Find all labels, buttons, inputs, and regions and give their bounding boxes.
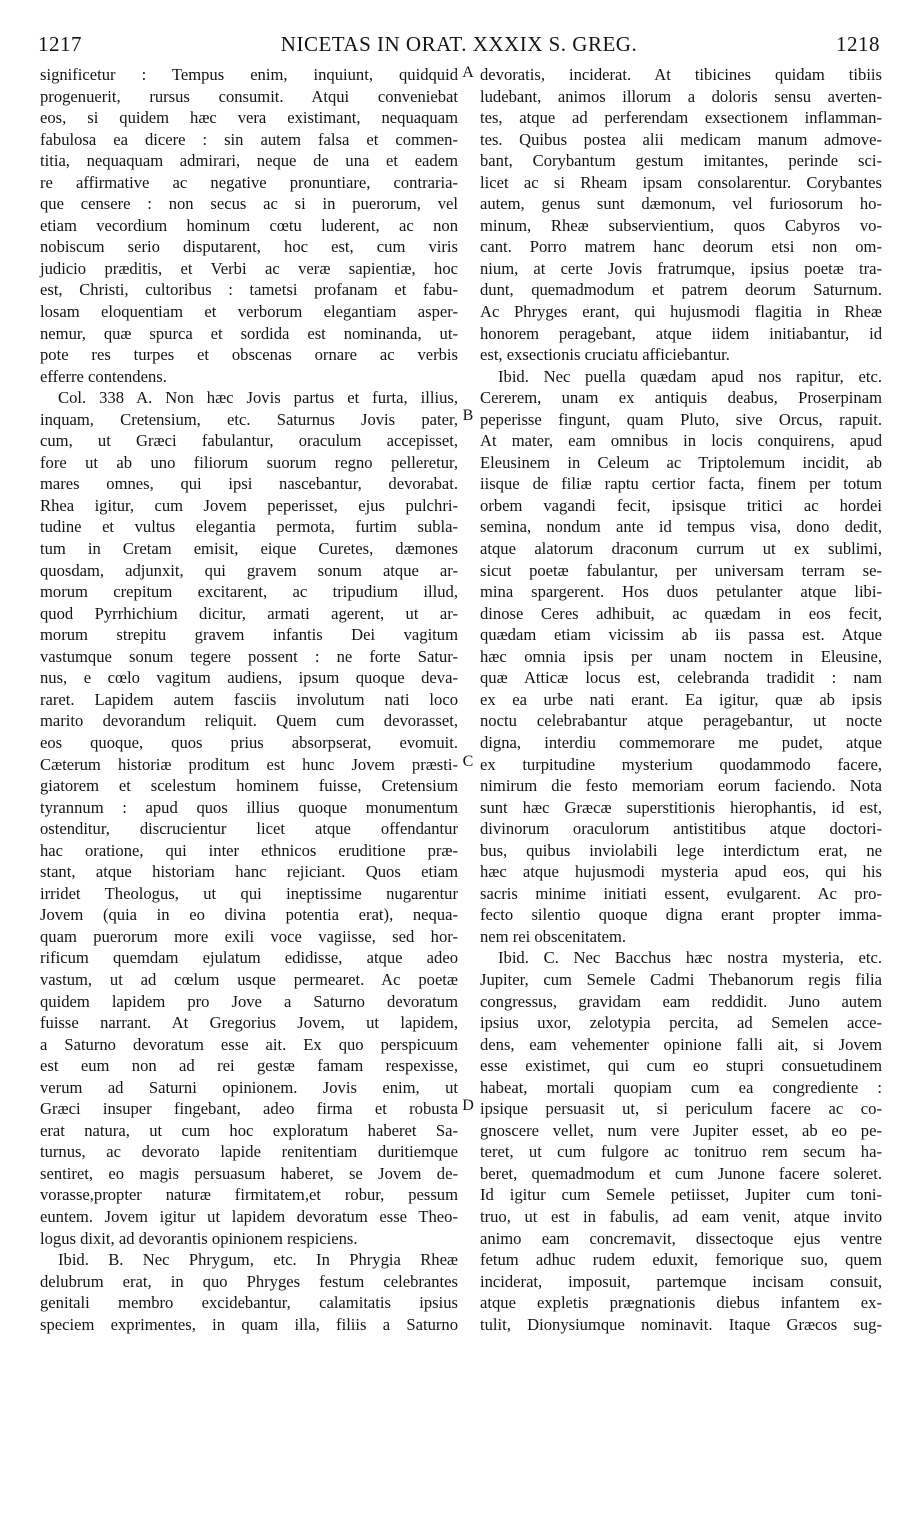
text-line: habeat, mortali quopiam cum ea congrediente : <box>480 1077 882 1097</box>
text-line: turnus, ac devorato lapide renitentiam duritiemque <box>40 1142 458 1162</box>
text-line: significetur : Tempus enim, inquiunt, quidquid <box>40 65 458 84</box>
text-line: fore ut ab uno filiorum suorum regno pelleretur, <box>40 452 458 472</box>
text-line: teret, ut cum fulgore ac tonitruo rem secum ha- <box>480 1142 882 1162</box>
text-line: quam puerorum more exili voce vagiisse, sed hor- <box>40 926 458 946</box>
text-line: congressus, gravidam eam reddidit. Juno autem <box>480 991 882 1011</box>
section-marker: C <box>462 753 474 770</box>
text-line: que censere : non secus ac si in puerorum, vel <box>40 194 458 214</box>
text-line: est, Christi, cultoribus : tametsi profanam et fabu- <box>40 280 458 300</box>
text-line: ludebant, animos illorum a doloris sensu averten- <box>480 86 882 106</box>
text-line: fuisse narrant. At Gregorius Jovem, ut lapidem, <box>40 1013 458 1033</box>
text-line: orbem vagandi fecit, ipsisque tritici ac hordei <box>480 495 882 515</box>
text-line: fabulosa ea dicere : sin autem falsa et commen- <box>40 129 458 149</box>
text-line: vastumque sonum tegere possent : ne forte Satur- <box>40 646 458 666</box>
text-line: animo eam concremavit, dissectoque ejus ventre <box>480 1228 882 1248</box>
text-line: mares omnes, qui ipsi nascebantur, devorabat. <box>40 474 458 494</box>
text-line: tulit, Dionysiumque nominavit. Itaque Græcos sug- <box>480 1314 882 1334</box>
section-marker: B <box>462 407 474 424</box>
text-line: Col. 338 A. Non hæc Jovis partus et furta, illius, <box>58 388 458 408</box>
text-line: Ibid. B. Nec Phrygum, etc. In Phrygia Rheæ <box>58 1250 458 1270</box>
text-line: tyrannum : apud quos illius quoque monumentum <box>40 797 458 817</box>
text-line: quidem lapidem pro Jove a Saturno devoratum <box>40 991 458 1011</box>
text-line: digna, interdiu commemorare me pudet, atque <box>480 732 882 752</box>
text-line: vastum, ut ad cœlum usque permearet. Ac poetæ <box>40 969 458 989</box>
text-line: Cæterum historiæ proditum est hunc Jovem præsti- <box>40 754 458 774</box>
text-line: quædam etiam vicissim ab iis passa est. Atque <box>480 625 882 645</box>
text-line: truo, ut est in fabulis, ad eam venit, atque invito <box>480 1206 882 1226</box>
text-line: tes, atque ad perferendam exsectionem inflamman- <box>480 108 882 128</box>
text-line: nobiscum serio disputarent, hoc est, cum viris <box>40 237 458 257</box>
text-line: tum in Cretam emisit, eique Curetes, dæmones <box>40 539 458 559</box>
text-line: ex turpitudine mysterium quodammodo facere, <box>480 754 882 774</box>
text-line: ipsius uxor, zelotypia percita, ad Semelen acce- <box>480 1013 882 1033</box>
text-line: atque alatorum draconum currum ut ex sublimi, <box>480 539 882 559</box>
text-line: giatorem et scelestum hominem fuisse, Cretensium <box>40 776 458 796</box>
text-line: beret, quemadmodum et cum Junone facere soleret. <box>480 1163 882 1183</box>
text-line: nimirum die festo memoriam eorum faciendo. Nota <box>480 776 882 796</box>
text-line: dunt, quemadmodum et patrem deorum Saturnum. <box>480 280 882 300</box>
text-line: ipsique persuasit ut, si periculum facere ac co- <box>480 1099 882 1119</box>
text-line: fecto silentio quoque digna erant propter imma- <box>480 905 882 925</box>
text-line: losam eloquentiam et verborum elegantiam asper- <box>40 302 458 322</box>
text-line: devoratis, inciderat. At tibicines quidam tibiis <box>480 65 882 84</box>
text-line: judicio præditis, et Verbi ac veræ sapientiæ, hoc <box>40 258 458 278</box>
text-line: esse existimet, qui cum eo stupri consuetudinem <box>480 1056 882 1076</box>
text-line: nium, at certe Jovis fratrumque, ipsius poetæ tra- <box>480 258 882 278</box>
text-line: morum strepitu gravem infantis Dei vagitum <box>40 625 458 645</box>
text-line: honorem peragebant, atque iidem initiabantur, id <box>480 323 882 343</box>
text-line: titia, nequaquam admirari, neque de una et eadem <box>40 151 458 171</box>
running-title: NICETAS IN ORAT. XXXIX S. GREG. <box>280 32 638 56</box>
text-line: Jovem (quia in eo divina potentia erat), nequa- <box>40 905 458 925</box>
text-line: dinose Ceres adhibuit, ac quædam in eos fecit, <box>480 603 882 623</box>
text-line: Cererem, unam ex antiquis deabus, Proserpinam <box>480 388 882 408</box>
text-line: bus, quibus inviolabili lege interdictum erat, ne <box>480 840 882 860</box>
text-line: sacris minime initiati essent, evulgarent. Ac pro- <box>480 883 882 903</box>
text-line: Ibid. Nec puella quædam apud nos rapitur, etc. <box>498 366 882 386</box>
text-line: atque expletis prægnationis diebus infantem ex- <box>480 1293 882 1313</box>
text-line: mina spargerent. Hos duos petulanter atque libi- <box>480 582 882 602</box>
text-line: autem, genus sunt dæmonum, vel furiosorum ho- <box>480 194 882 214</box>
text-line: delubrum erat, in quo Phryges festum celebrantes <box>40 1271 458 1291</box>
text-line: licet ac si Rheam ipsam consolarentur. Corybantes <box>480 172 882 192</box>
text-line: rificum quemdam ejulatum edidisse, atque adeo <box>40 948 458 968</box>
text-line: tes. Quibus postea alii medicam manum admove- <box>480 129 882 149</box>
text-line: Rhea igitur, cum Jovem peperisset, ejus pulchri- <box>40 495 458 515</box>
left-text-column <box>40 64 458 1335</box>
text-line: ex ea urbe nati erant. Ea igitur, quæ ab ipsis <box>480 689 882 709</box>
text-line: noctu celebrabantur atque peragebantur, ut nocte <box>480 711 882 731</box>
text-line: hæc atque hujusmodi mysteria apud eos, qui his <box>480 862 882 882</box>
text-line: re affirmative ac negative pronuntiare, contraria- <box>40 172 458 192</box>
text-line: inciderat, imposuit, partemque incisam consuit, <box>480 1271 882 1291</box>
text-line: sunt hæc Græcæ superstitionis hierophantis, id est, <box>480 797 882 817</box>
text-line: Ibid. C. Nec Bacchus hæc nostra mysteria, etc. <box>498 948 882 968</box>
text-line: nem rei obscenitatem. <box>480 926 627 946</box>
text-line: marito devorandum reliquit. Quem cum devorasset, <box>40 711 458 731</box>
text-line: vorasse,propter naturæ firmitatem,et robur, pessum <box>40 1185 458 1205</box>
text-line: pote res turpes et obscenas ornare ac verbis <box>40 345 458 365</box>
text-line: Eleusinem in Celeum ac Triptolemum incidit, ab <box>480 452 882 472</box>
text-line: bant, Corybantum gestum imitantes, perinde sci- <box>480 151 882 171</box>
text-line: divinorum oraculorum antistitibus atque doctori- <box>480 819 882 839</box>
text-line: ostenditur, discrucientur licet atque offendantur <box>40 819 458 839</box>
text-line: euntem. Jovem igitur ut lapidem devoratum esse Theo- <box>40 1206 458 1226</box>
text-line: verum ad Saturni opinionem. Jovis enim, ut <box>40 1077 458 1097</box>
text-line: irridet Theologus, ut qui ineptissime nugarentur <box>40 883 458 903</box>
text-line: nemur, quæ spurca et sordida est nominanda, ut- <box>40 323 458 343</box>
text-line: semina, nondum ante id tempus visa, dono dedit, <box>480 517 882 537</box>
text-line: raret. Lapidem autem fasciis involutum nati loco <box>40 689 458 709</box>
text-line: dens, eam vehementer opinione falli ait, si Jovem <box>480 1034 882 1054</box>
text-line: speciem exprimentes, in quam illa, filiis a Saturno <box>40 1314 458 1334</box>
text-line: Jupiter, cum Semele Cadmi Thebanorum regis filia <box>480 969 882 989</box>
text-line: hac oratione, qui inter ethnicos eruditione præ- <box>40 840 458 860</box>
text-line: progenuerit, rursus consumit. Atqui conveniebat <box>40 86 458 106</box>
text-line: etiam vecordium hominum cœtu luderent, ac non <box>40 215 458 235</box>
text-line: At mater, eam omnibus in locis conquirens, apud <box>480 431 882 451</box>
text-line: erat natura, ut cum hoc exploratum haberet Sa- <box>40 1120 458 1140</box>
text-line: morum crepitum excitarent, ac tripudium illud, <box>40 582 458 602</box>
text-line: sicut poetæ fabulantur, per universam terram se- <box>480 560 882 580</box>
text-line: est, exsectionis cruciatu afficiebantur. <box>480 345 730 365</box>
text-line: cum, ut Græci fabulantur, oraculum accepisset, <box>40 431 458 451</box>
text-line: hæc omnia ipsis per unam noctem in Eleusine, <box>480 646 882 666</box>
text-line: cant. Porro matrem hanc deorum etsi non om- <box>480 237 882 257</box>
text-line: eos, si quidem hæc vera existimant, nequaquam <box>40 108 458 128</box>
text-line: minum, Rheæ subservientium, quos Cabyros vo- <box>480 215 882 235</box>
page-number-right: 1218 <box>836 32 880 56</box>
text-line: inquam, Cretensium, etc. Saturnus Jovis pater, <box>40 409 458 429</box>
text-line: quod Pyrrhichium dicitur, armati agerent, ut ar- <box>40 603 458 623</box>
text-line: quæ Atticæ locus est, celebranda tradidit : nam <box>480 668 882 688</box>
text-line: fetum adhuc rudem eduxit, femorique suo, quem <box>480 1250 882 1270</box>
text-line: tudine et vultus elegantia permota, furtim subla- <box>40 517 458 537</box>
text-line: Id igitur cum Semele petiisset, Jupiter cum toni- <box>480 1185 882 1205</box>
text-line: sentiret, eo magis persuasum haberet, se Jovem de- <box>40 1163 458 1183</box>
text-line: a Saturno devoratum esse ait. Ex quo perspicuum <box>40 1034 458 1054</box>
text-line: nus, e cœlo vagitum audiens, ipsum quoque deva- <box>40 668 458 688</box>
page-number-left: 1217 <box>38 32 82 56</box>
text-line: est eum non ad rei gestæ famam respexisse, <box>40 1056 458 1076</box>
text-line: quosdam, adjunxit, qui gravem sonum atque ar- <box>40 560 458 580</box>
section-marker: D <box>462 1097 474 1114</box>
text-line: gnoscere vellet, num vere Jupiter esset, ab eo pe- <box>480 1120 882 1140</box>
running-header <box>38 24 880 64</box>
text-line: efferre contendens. <box>40 366 167 386</box>
text-line: genitali membro excidebantur, calamitatis ipsius <box>40 1293 458 1313</box>
text-line: peperisse fingunt, quam Pluto, sive Orcus, rapuit. <box>480 409 882 429</box>
text-line: Græci insuper fingebant, adeo firma et robusta <box>40 1099 458 1119</box>
text-line: logus dixit, ad devorantis opinionem respiciens. <box>40 1228 358 1248</box>
text-line: eos quoque, quos prius absorpserat, evomuit. <box>40 732 458 752</box>
section-marker: A <box>462 64 474 81</box>
right-text-column <box>480 64 882 1335</box>
text-line: Ac Phryges erant, qui hujusmodi flagitia in Rheæ <box>480 302 882 322</box>
text-line: stant, atque historiam hanc rejiciant. Quos etiam <box>40 862 458 882</box>
text-line: iisque de filiæ raptu certior facta, finem per totum <box>480 474 882 494</box>
